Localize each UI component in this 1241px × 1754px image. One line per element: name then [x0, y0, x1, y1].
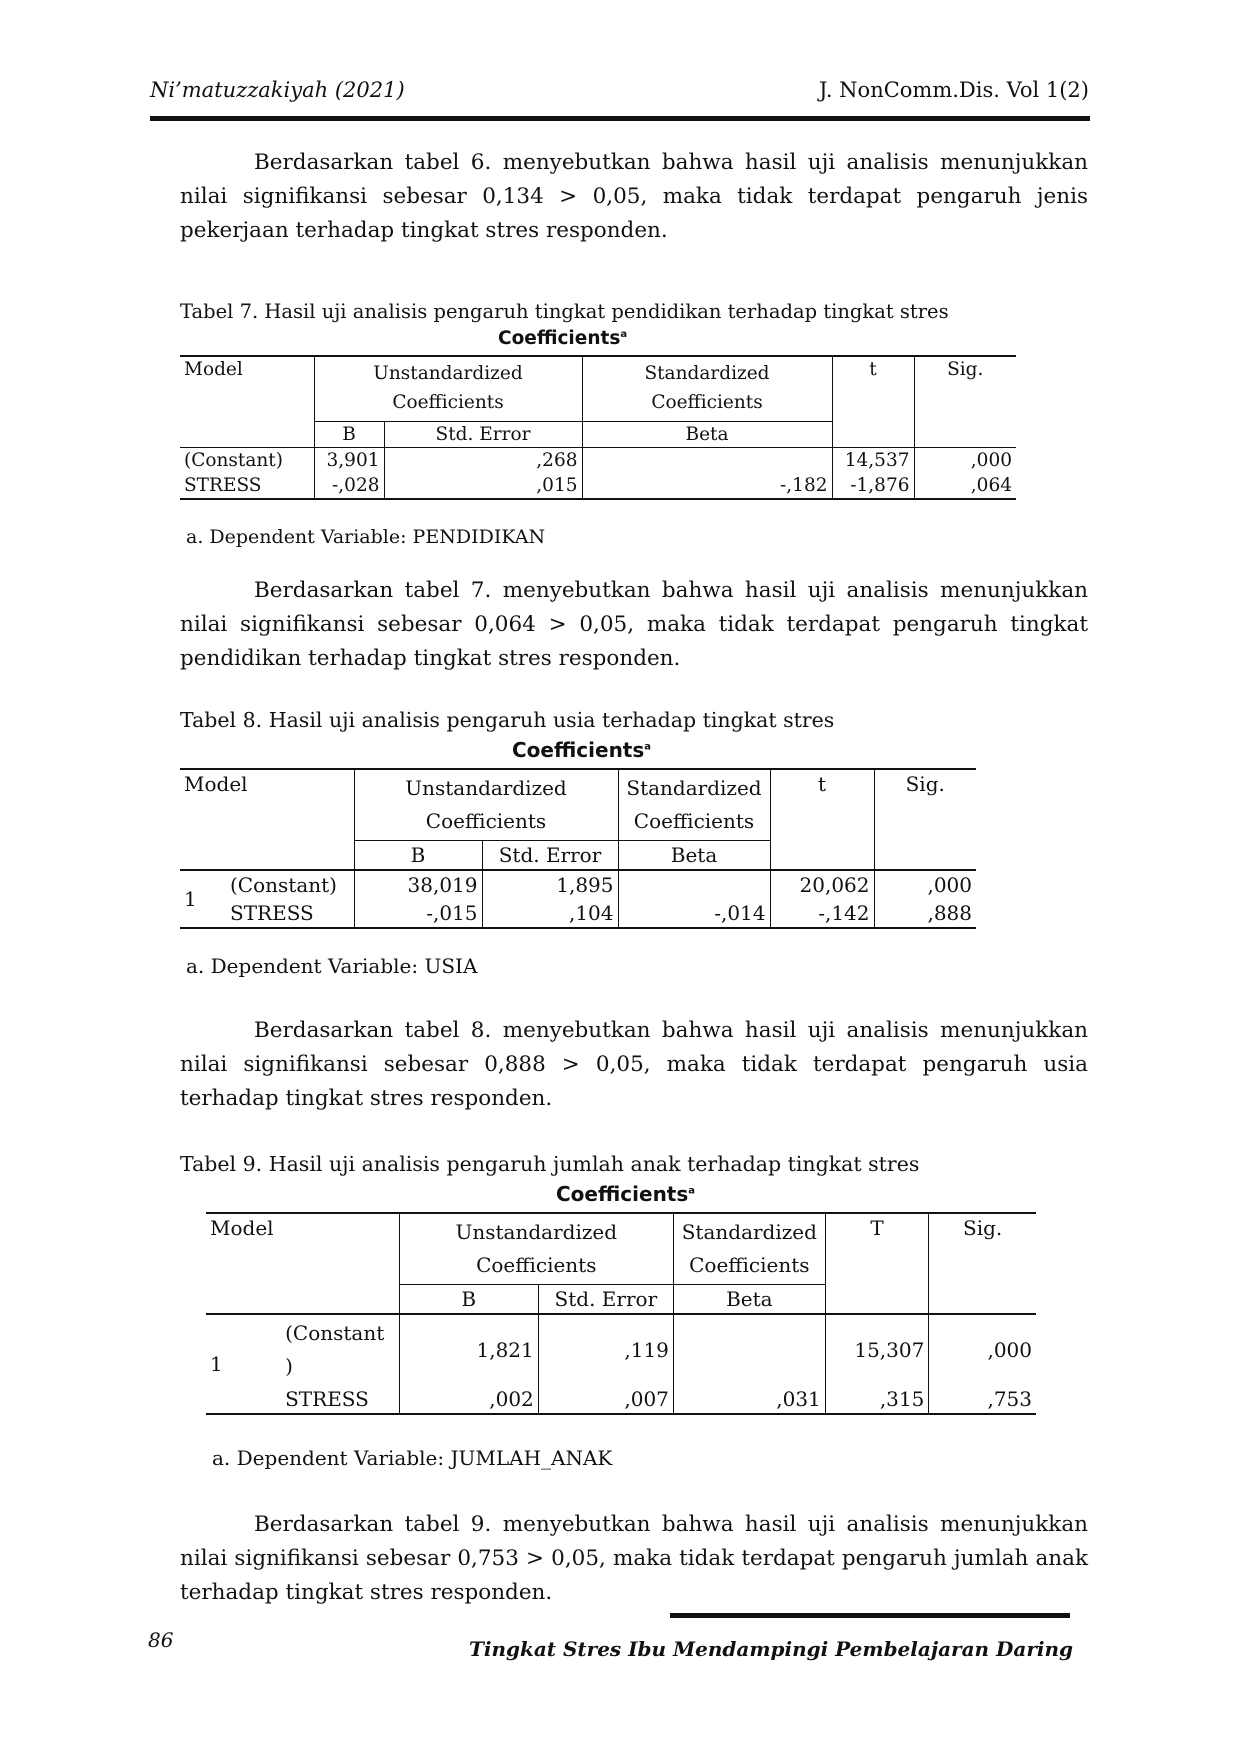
table7-header-model: Model	[180, 356, 314, 448]
table7-note: a. Dependent Variable: PENDIDIKAN	[186, 526, 546, 548]
table8-note: a. Dependent Variable: USIA	[186, 954, 478, 978]
table7-row1-b: 3,901	[314, 448, 384, 474]
table9-row2-se: ,007	[538, 1385, 673, 1414]
table7-row1-se: ,268	[384, 448, 582, 474]
table7-row2-t: -1,876	[832, 473, 914, 499]
table9-header-unstd: Unstandardized Coefficients	[399, 1213, 673, 1285]
table-row	[180, 448, 1016, 474]
table9-row2-t: ,315	[825, 1385, 929, 1414]
header-rule	[150, 116, 1090, 121]
table8-header-sig: Sig.	[874, 769, 976, 870]
table8-row2-se: ,104	[482, 899, 618, 928]
table7-row1-t: 14,537	[832, 448, 914, 474]
table8-header-unstd: Unstandardized Coefficients	[354, 769, 618, 841]
table9-header-t: T	[825, 1213, 929, 1314]
table8-header-se: Std. Error	[482, 841, 618, 871]
table8-row1-se: 1,895	[482, 870, 618, 899]
table9-caption: Tabel 9. Hasil uji analisis pengaruh jumlah anak terhadap tingkat stres	[180, 1152, 920, 1176]
table8-row1-sig: ,000	[927, 873, 972, 897]
table7-header-beta: Beta	[582, 422, 832, 448]
table8-row2-sig: ,888	[927, 901, 972, 925]
table7-row2-sig: ,064	[970, 475, 1012, 496]
table9-header-model: Model	[206, 1213, 399, 1314]
table8-header-model: Model	[180, 769, 354, 870]
table8-title: Coefficients$^a$	[512, 738, 652, 762]
table8-row2-label: STRESS	[226, 899, 354, 928]
table9-note: a. Dependent Variable: JUMLAH_ANAK	[212, 1446, 613, 1470]
table7-row2-se: ,015	[384, 473, 582, 499]
running-header-journal: J. NonComm.Dis. Vol 1(2)	[819, 78, 1089, 102]
footer-rule	[670, 1613, 1070, 1618]
table9-row2-beta: ,031	[673, 1385, 825, 1414]
table8-row1-label: (Constant)	[226, 870, 354, 899]
table8-header-b: B	[354, 841, 482, 871]
table9-row2-sig: ,753	[987, 1387, 1032, 1411]
paragraph-2: Berdasarkan tabel 7. menyebutkan bahwa hasil uji analisis menunjukkan nilai signifikansi sebesar 0,064 > 0,05, maka tidak terdapat pengaruh tingkat pendidikan terhadap tingkat stres responden.	[180, 578, 1088, 671]
table7-header-unstd: Unstandardized Coefficients	[314, 356, 582, 422]
table7	[180, 355, 1016, 500]
page-number: 86	[148, 1628, 174, 1652]
table9-header-beta: Beta	[673, 1285, 825, 1315]
paragraph-3: Berdasarkan tabel 8. menyebutkan bahwa hasil uji analisis menunjukkan nilai signifikansi sebesar 0,888 > 0,05, maka tidak terdapat pengaruh usia terhadap tingkat stres responden.	[180, 1018, 1088, 1111]
table9-row1-b: 1,821	[399, 1314, 538, 1385]
table7-row1-sig: ,000	[970, 450, 1012, 471]
table8-row2-b: -,015	[354, 899, 482, 928]
table-row	[180, 899, 976, 928]
table7-row2-label: STRESS	[184, 475, 262, 496]
table9-row1-beta	[673, 1314, 825, 1385]
table9-header-se: Std. Error	[538, 1285, 673, 1315]
table8-header-t: t	[770, 769, 874, 870]
table8-header-beta: Beta	[618, 841, 770, 871]
table9-title: Coefficients$^a$	[556, 1182, 696, 1206]
table7-caption: Tabel 7. Hasil uji analisis pengaruh tingkat pendidikan terhadap tingkat stres	[180, 300, 949, 323]
table8-row1-b: 38,019	[354, 870, 482, 899]
table9	[206, 1212, 1036, 1415]
table8-model-number: 1	[180, 870, 226, 928]
table8-row2-t: -,142	[770, 899, 874, 928]
table7-header-b: B	[314, 422, 384, 448]
table7-title: Coefficients$^a$	[498, 328, 628, 349]
table9-row1-label: (Constant )	[281, 1314, 399, 1385]
table9-row2-label: STRESS	[281, 1385, 399, 1414]
table7-row2-b: -,028	[314, 473, 384, 499]
table7-header-t: t	[832, 356, 914, 448]
table8-row2-beta: -,014	[618, 899, 770, 928]
table9-model-number: 1	[206, 1314, 281, 1414]
table9-row1-sig: ,000	[987, 1338, 1032, 1362]
table7-row2-beta: -,182	[582, 473, 832, 499]
table-row	[206, 1385, 1036, 1414]
table7-header-se: Std. Error	[384, 422, 582, 448]
table-row	[206, 1314, 1036, 1385]
table9-header-std: Standardized Coefficients	[673, 1213, 825, 1285]
table7-header-std: Standardized Coefficients	[582, 356, 832, 422]
running-header-author: Ni’matuzzakiyah (2021)	[150, 78, 405, 102]
paragraph-1: Berdasarkan tabel 6. menyebutkan bahwa hasil uji analisis menunjukkan nilai signifikansi sebesar 0,134 > 0,05, maka tidak terdapat pengaruh jenis pekerjaan terhadap tingkat stres responden.	[180, 150, 1088, 243]
table9-row1-se: ,119	[538, 1314, 673, 1385]
table9-row2-b: ,002	[399, 1385, 538, 1414]
table7-row1-beta	[582, 448, 832, 474]
table7-header-sig: Sig.	[914, 356, 1016, 448]
table8-row1-t: 20,062	[770, 870, 874, 899]
paragraph-4: Berdasarkan tabel 9. menyebutkan bahwa hasil uji analisis menunjukkan nilai signifikansi sebesar 0,753 > 0,05, maka tidak terdapat pengaruh jumlah anak terhadap tingkat stres responden.	[180, 1512, 1088, 1605]
table9-header-sig: Sig.	[929, 1213, 1036, 1314]
table9-row1-t: 15,307	[825, 1314, 929, 1385]
table9-header-b: B	[399, 1285, 538, 1315]
table7-row1-label: (Constant)	[184, 450, 283, 471]
table-row	[180, 473, 1016, 499]
table-row	[180, 870, 976, 899]
table8	[180, 768, 976, 929]
running-footer-title: Tingkat Stres Ibu Mendampingi Pembelajaran Daring	[468, 1637, 1073, 1661]
table8-row1-beta	[618, 870, 770, 899]
table8-header-std: Standardized Coefficients	[618, 769, 770, 841]
table8-caption: Tabel 8. Hasil uji analisis pengaruh usia terhadap tingkat stres	[180, 708, 835, 732]
